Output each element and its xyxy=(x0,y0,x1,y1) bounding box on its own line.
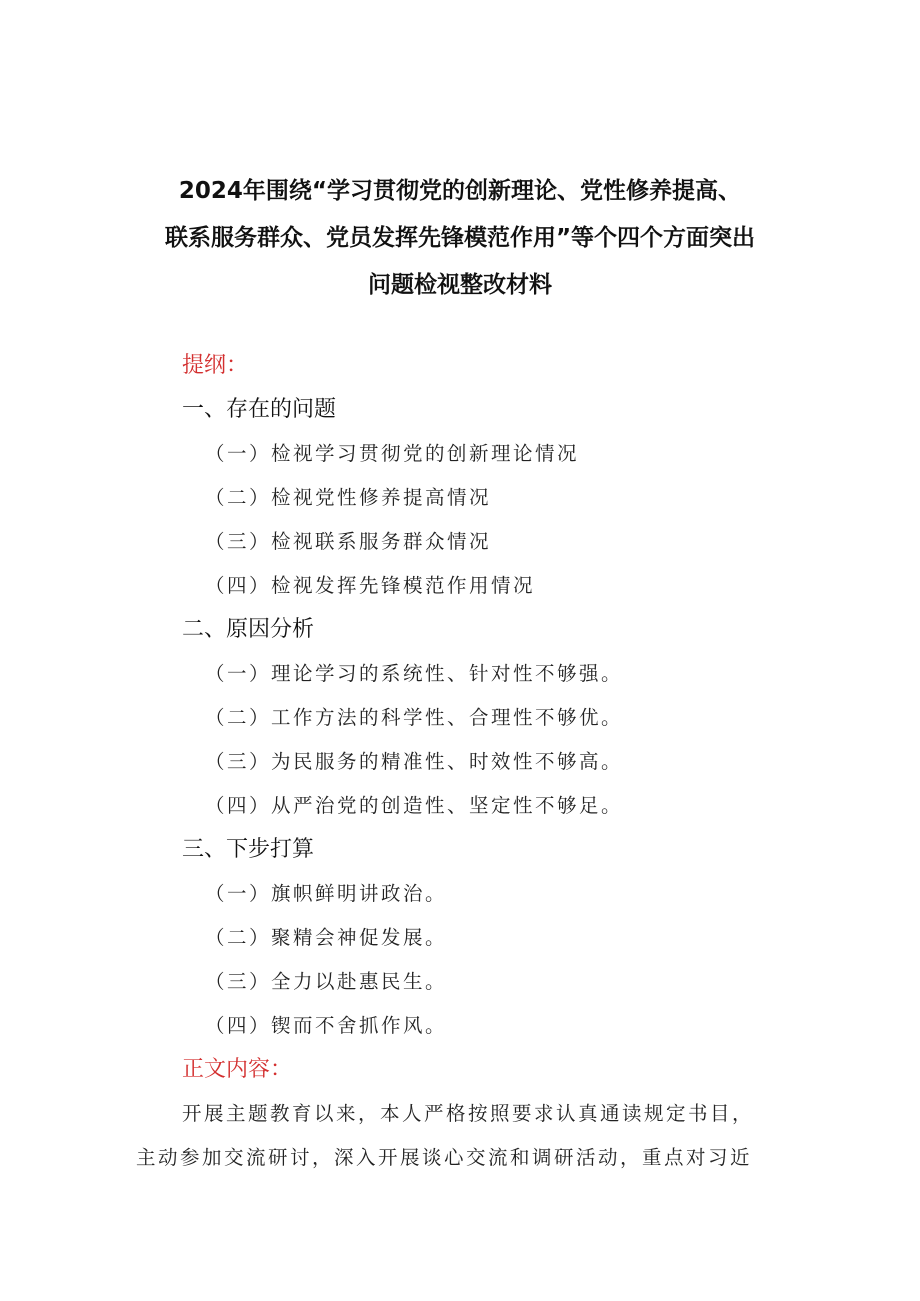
title-line-2: 联系服务群众、党员发挥先锋模范作用”等个四个方面突出 xyxy=(164,225,756,251)
body-paragraph-line-2: 主动参加交流研讨，深入开展谈心交流和调研活动，重点对习近 xyxy=(136,1146,753,1169)
section-3-item-2: （二）聚精会神促发展。 xyxy=(205,926,448,949)
section-heading-3: 三、下步打算 xyxy=(182,837,315,862)
section-1-item-2: （二）检视党性修养提高情况 xyxy=(205,486,492,509)
title-line-1: 2024年围绕“学习贯彻党的创新理论、党性修养提高、 xyxy=(178,178,742,204)
section-1-item-4: （四）检视发挥先锋模范作用情况 xyxy=(205,574,536,597)
outline xyxy=(0,344,920,1180)
body-paragraph-line-1: 开展主题教育以来，本人严格按照要求认真通读规定书目， xyxy=(182,1102,755,1125)
outline-label: 提纲： xyxy=(182,353,249,378)
body-label: 正文内容： xyxy=(182,1057,293,1082)
section-2-item-2: （二）工作方法的科学性、合理性不够优。 xyxy=(205,706,624,729)
section-1-item-3: （三）检视联系服务群众情况 xyxy=(205,530,492,553)
title-line-3: 问题检视整改材料 xyxy=(368,272,552,298)
section-2-item-1: （一）理论学习的系统性、针对性不够强。 xyxy=(205,662,624,685)
section-heading-1: 一、存在的问题 xyxy=(182,397,337,422)
section-2-item-3: （三）为民服务的精准性、时效性不够高。 xyxy=(205,750,624,773)
section-3-item-1: （一）旗帜鲜明讲政治。 xyxy=(205,882,448,905)
section-3-item-4: （四）锲而不舍抓作风。 xyxy=(205,1014,448,1037)
section-heading-2: 二、原因分析 xyxy=(182,617,315,642)
section-1-item-1: （一）检视学习贯彻党的创新理论情况 xyxy=(205,442,580,465)
document-title xyxy=(100,168,820,309)
section-3-item-3: （三）全力以赴惠民生。 xyxy=(205,970,448,993)
section-2-item-4: （四）从严治党的创造性、坚定性不够足。 xyxy=(205,794,624,817)
